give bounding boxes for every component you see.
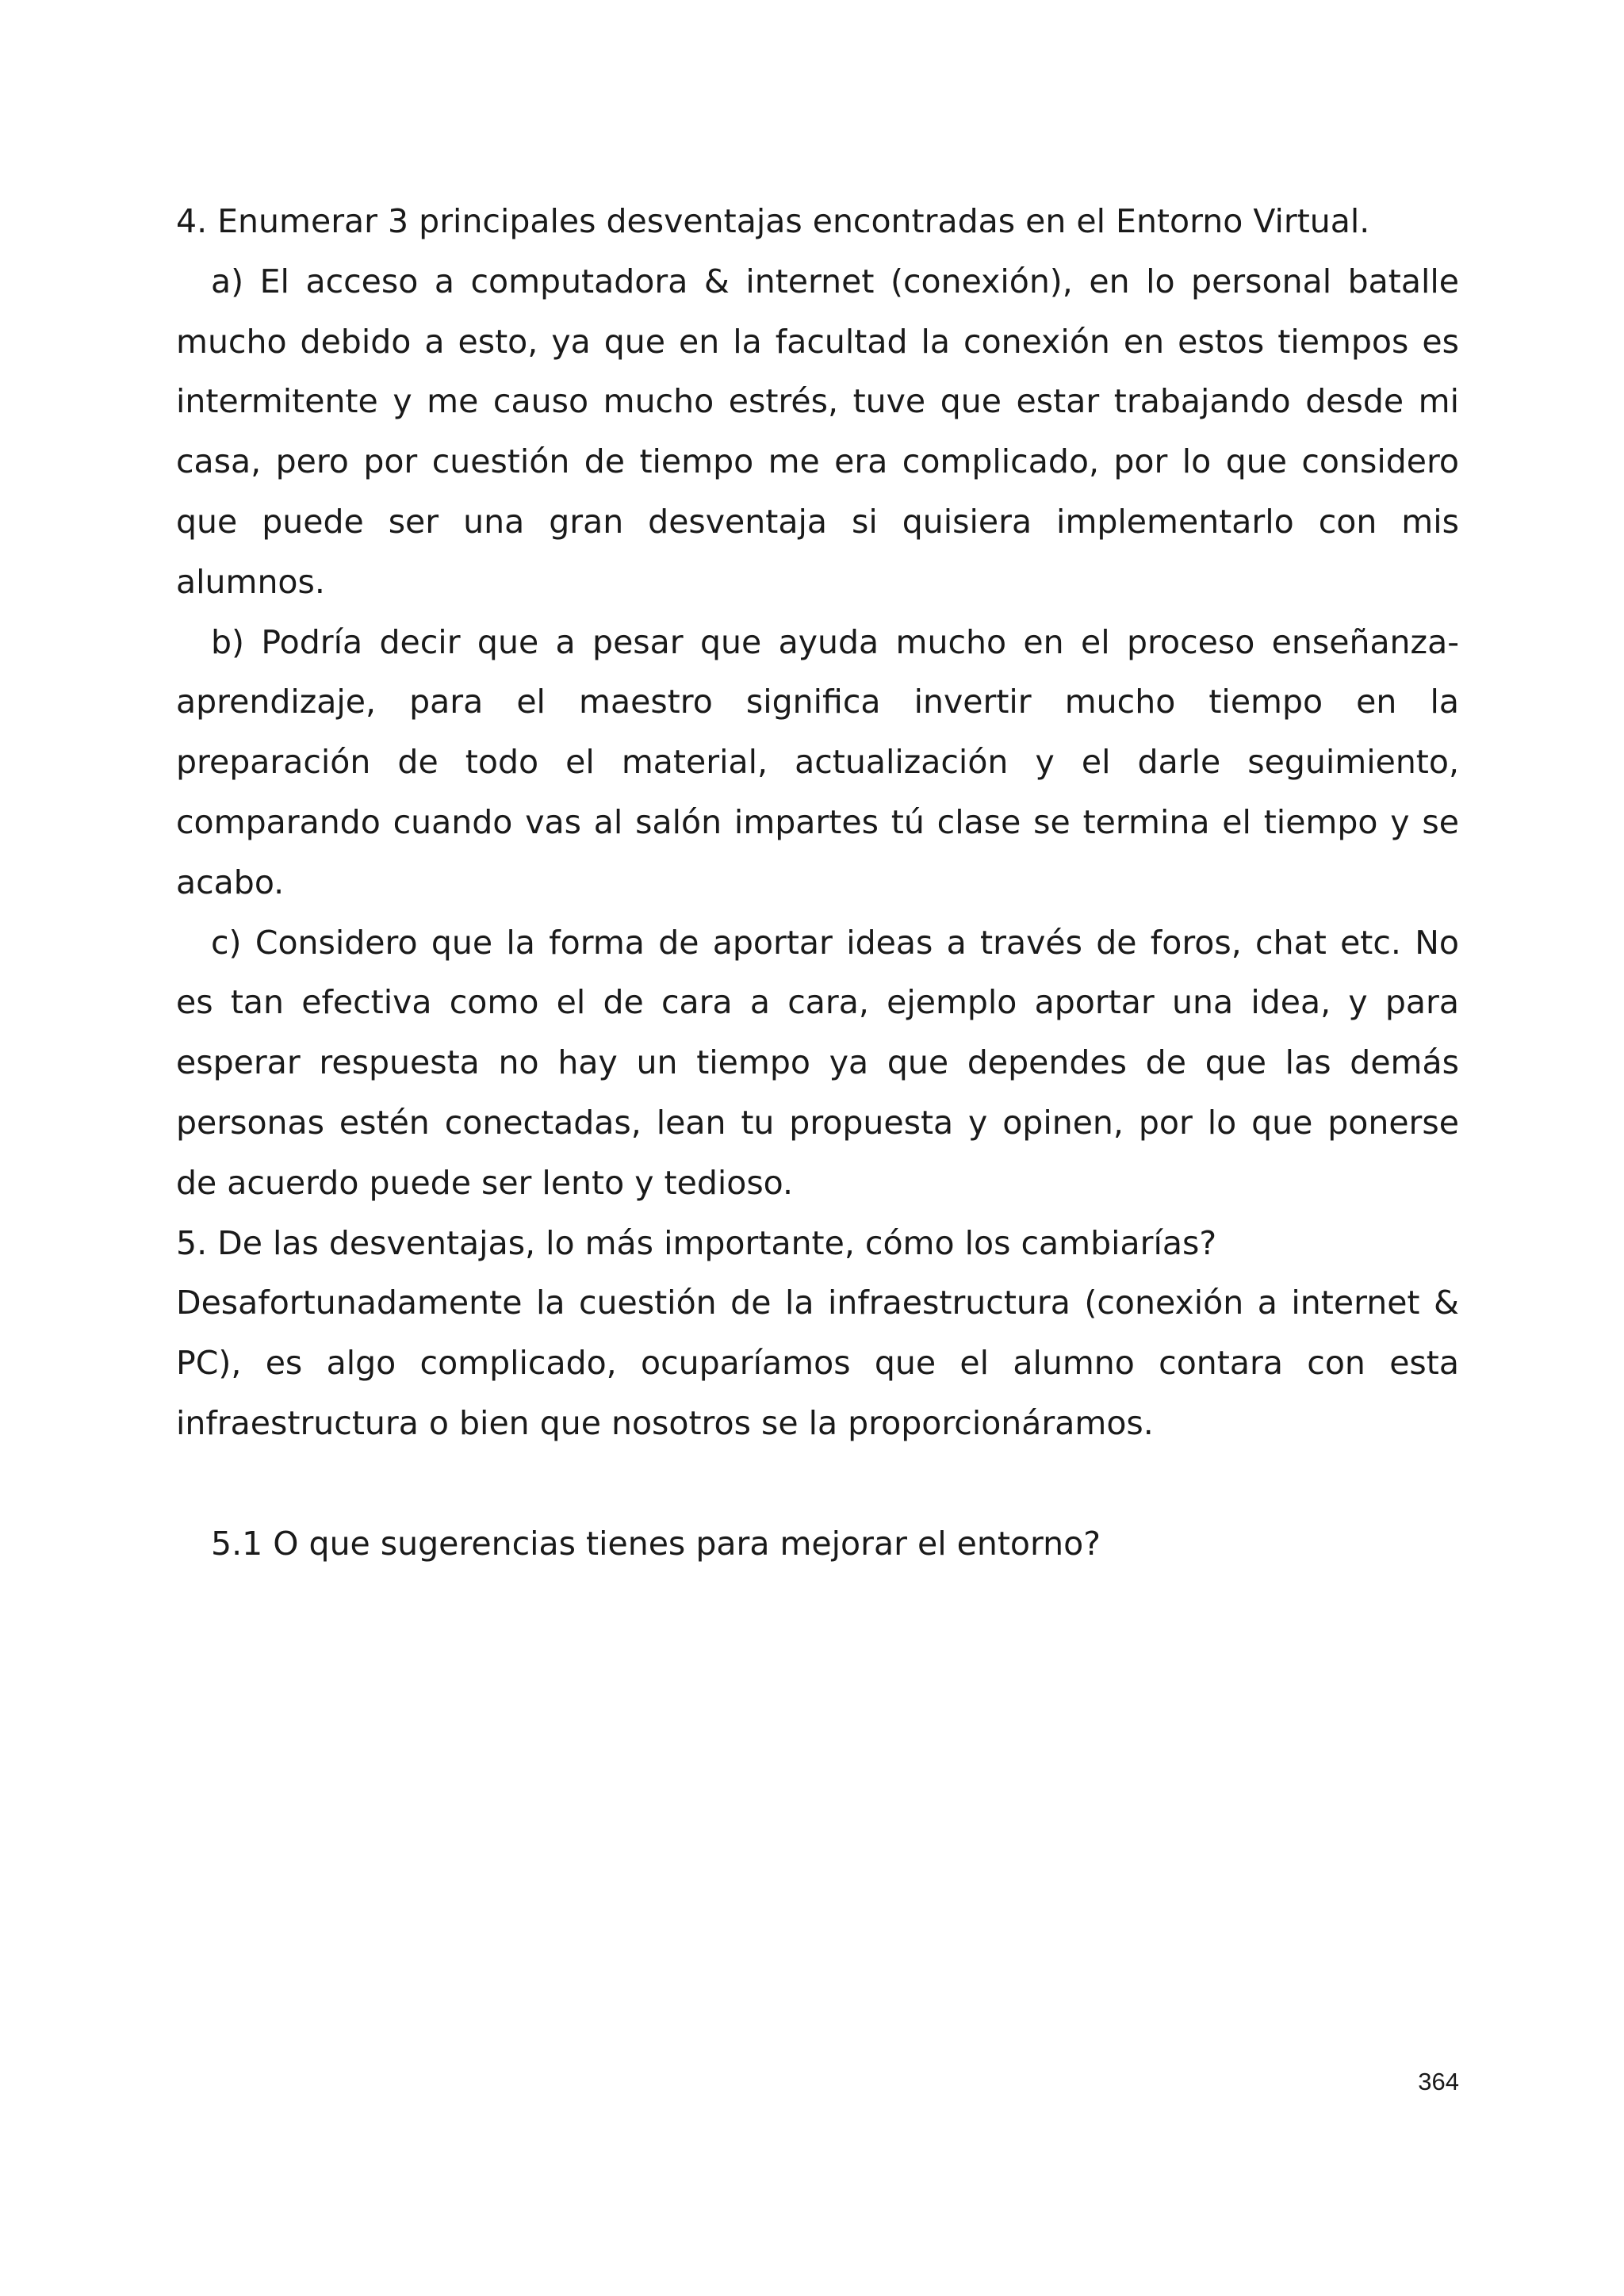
answer-5-line: PC), es algo complicado, ocuparíamos que el alumno contara con esta: [176, 1344, 1459, 1383]
answer-c-line: de acuerdo puede ser lento y tedioso.: [176, 1163, 794, 1202]
paragraph-gap: [176, 1454, 1459, 1514]
answer-a-line: casa, pero por cuestión de tiempo me era complicado, por lo que considero: [176, 442, 1459, 481]
answer-b-line: b) Podría decir que a pesar que ayuda mucho en el proceso enseñanza-: [211, 622, 1459, 661]
answer-a-line: que puede ser una gran desventaja si quisiera implementarlo con mis: [176, 502, 1459, 541]
answer-b-line: comparando cuando vas al salón impartes tú clase se termina el tiempo y se: [176, 802, 1459, 841]
answer-5-line: infraestructura o bien que nosotros se la proporcionáramos.: [176, 1403, 1154, 1442]
document-body: [176, 192, 1459, 1574]
answer-5-line: Desafortunadamente la cuestión de la infraestructura (conexión a internet &: [176, 1284, 1459, 1322]
answer-a-line: alumnos.: [176, 562, 325, 601]
page-number: 364: [1418, 2068, 1459, 2095]
answer-c-line: personas estén conectadas, lean tu propuesta y opinen, por lo que ponerse: [176, 1103, 1459, 1142]
answer-c-line: esperar respuesta no hay un tiempo ya que dependes de que las demás: [176, 1043, 1459, 1082]
answer-a-line: a) El acceso a computadora & internet (conexión), en lo personal batalle: [211, 262, 1459, 300]
answer-c-line: es tan efectiva como el de cara a cara, ejemplo aportar una idea, y para: [176, 983, 1459, 1022]
answer-b-line: acabo.: [176, 863, 285, 901]
answer-c-line: c) Considero que la forma de aportar ideas a través de foros, chat etc. No: [211, 923, 1459, 962]
answer-a-line: mucho debido a esto, ya que en la facultad la conexión en estos tiempos es: [176, 322, 1459, 361]
answer-a-line: intermitente y me causo mucho estrés, tuve que estar trabajando desde mi: [176, 382, 1459, 421]
answer-b-line: preparación de todo el material, actualización y el darle seguimiento,: [176, 743, 1459, 782]
question-5-heading: 5. De las desventajas, lo más importante, cómo los cambiarías?: [176, 1223, 1217, 1262]
question-5-1-heading: 5.1 O que sugerencias tienes para mejorar el entorno?: [211, 1524, 1101, 1563]
answer-b-line: aprendizaje, para el maestro significa invertir mucho tiempo en la: [176, 683, 1459, 721]
question-4-heading: 4. Enumerar 3 principales desventajas encontradas en el Entorno Virtual.: [176, 202, 1370, 240]
